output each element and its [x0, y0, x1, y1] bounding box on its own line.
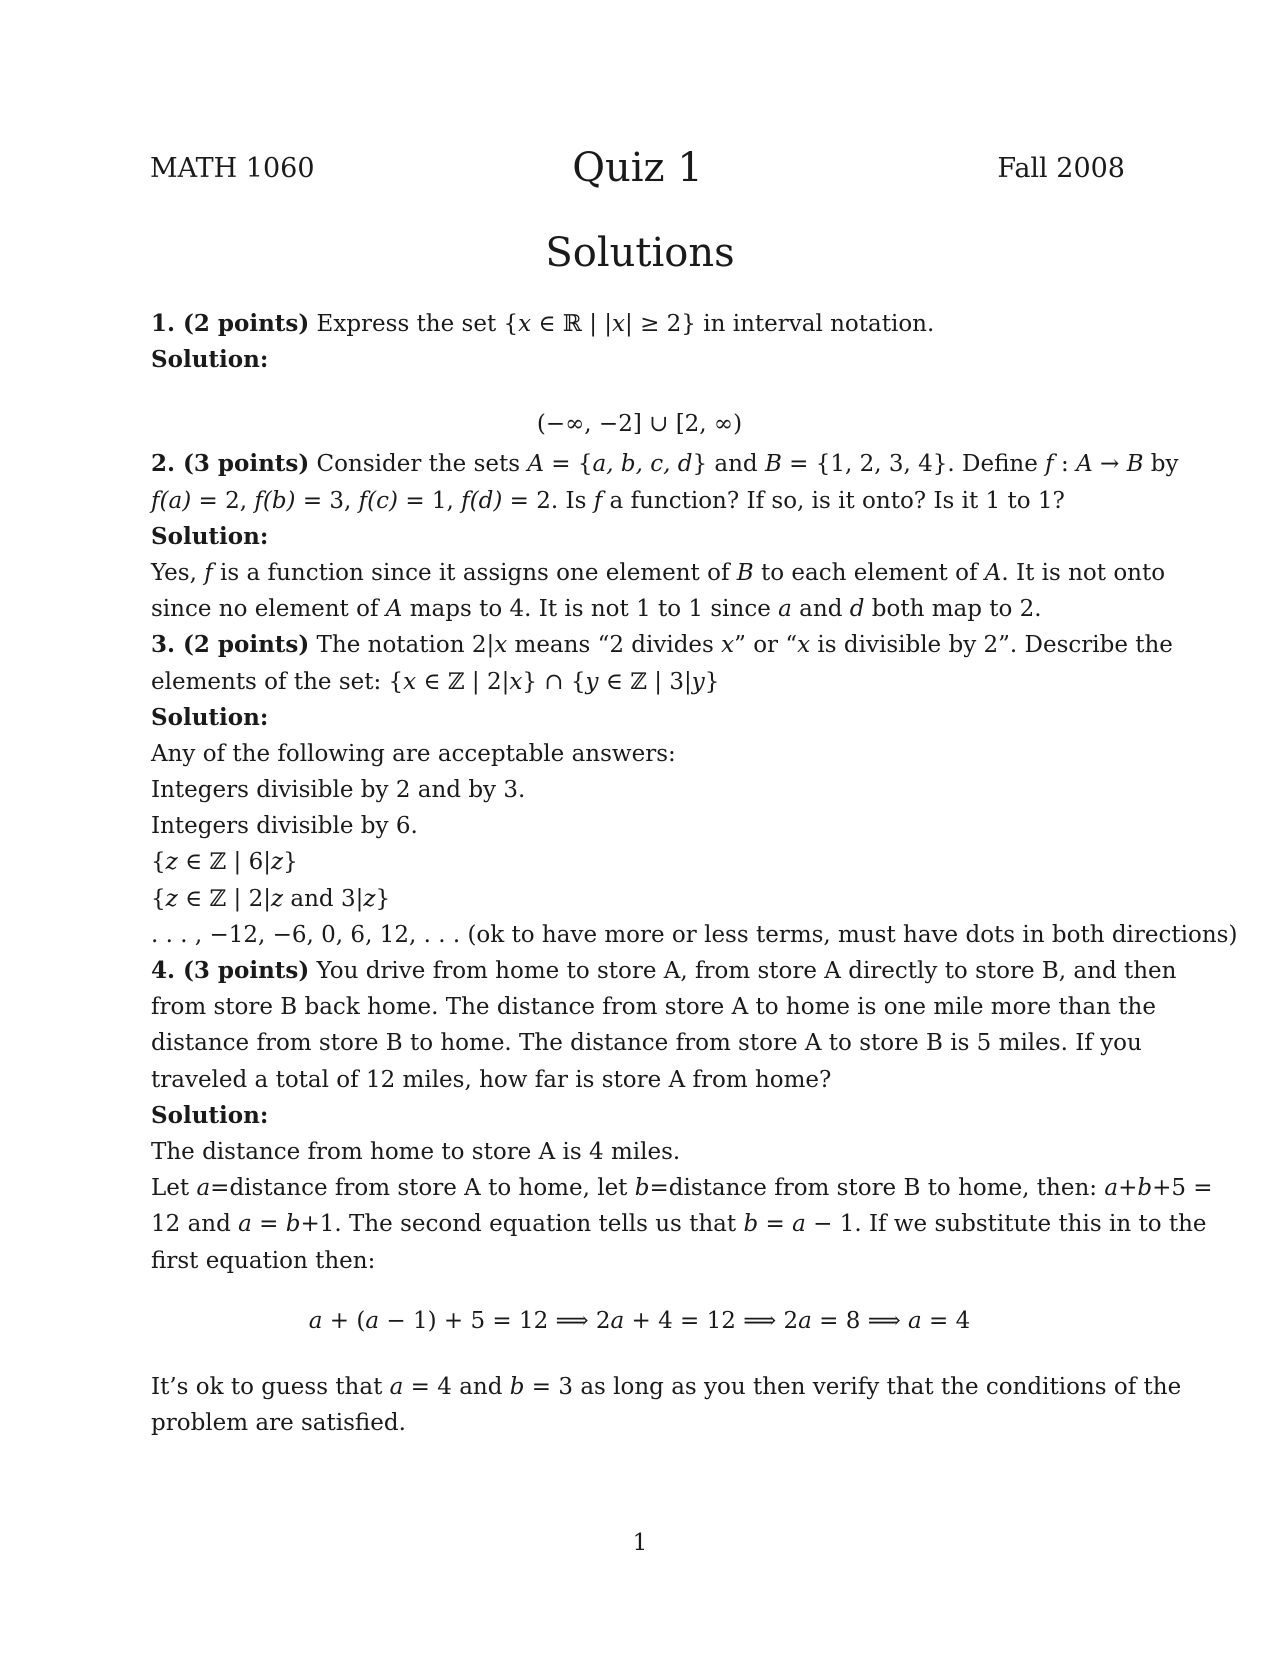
header — [150, 145, 1125, 205]
q4-guess-line-1 — [151, 1369, 1182, 1405]
math-var: A — [1076, 451, 1093, 478]
q3-answer-5 — [151, 917, 1238, 953]
q4-solution-line-1: The distance from home to store A is 4 miles. — [151, 1138, 681, 1165]
q3-text: } — [704, 668, 720, 695]
math-var: x — [494, 632, 508, 659]
math-var: x — [509, 668, 523, 695]
q2-solution-line-1 — [151, 555, 1166, 591]
q3-text: { — [151, 849, 166, 876]
math-var: b — [285, 1211, 301, 1238]
subtitle: Solutions — [545, 230, 735, 276]
q4-text: − 1. If we substitute this in to the — [805, 1211, 1207, 1238]
page-number: 1 — [632, 1530, 648, 1556]
math-var: x — [612, 311, 626, 337]
q2-text: : — [1053, 451, 1077, 478]
q4-line-3: distance from store B to home. The distance from store A to store B is 5 miles. If you — [151, 1030, 1142, 1057]
q2-text: to each element of — [753, 559, 985, 586]
q2-text: = 1, — [398, 487, 462, 514]
q3-answer-1: Integers divisible by 2 and by 3. — [151, 777, 526, 804]
q1-answer: (−∞, −2] ∪ [2, ∞) — [536, 411, 743, 438]
q2-number: 2. (3 points) — [151, 450, 310, 478]
q1-text: Express the set { — [309, 311, 519, 337]
math-var: f(a) — [151, 487, 192, 514]
q4-text: = — [758, 1211, 793, 1238]
math-var: f — [593, 487, 603, 514]
q3-answer-2: Integers divisible by 6. — [151, 813, 418, 840]
q4-text: You drive from home to store A, from store A directly to store B, and then — [309, 958, 1177, 984]
q4-text: − 1) + 5 = 12 ⟹ 2 — [379, 1307, 611, 1334]
q3-text: ∈ ℤ | 2| — [416, 668, 510, 695]
solution-label: Solution: — [151, 1101, 269, 1129]
math-var: d — [849, 596, 865, 623]
q4-solution-line-2 — [151, 1170, 1213, 1206]
math-var: f(d) — [461, 487, 503, 514]
q3-text: } — [375, 885, 391, 912]
term: Fall 2008 — [997, 153, 1125, 184]
q3-text: ∈ ℤ | 6| — [177, 849, 271, 876]
q2-text: = 3, — [295, 487, 359, 514]
math-var: A — [984, 559, 1002, 586]
math-var: f — [204, 559, 213, 586]
q3-text: elements of the set: { — [151, 668, 404, 695]
math-var: a — [1104, 1175, 1119, 1202]
math-var: a — [907, 1307, 922, 1334]
q4-text: = 4 — [921, 1307, 971, 1334]
solution-label: Solution: — [151, 346, 269, 374]
q4-equation — [151, 1297, 1128, 1345]
solution-label: Solution: — [151, 703, 269, 731]
q4-text: + 4 = 12 ⟹ 2 — [624, 1307, 799, 1334]
q2-text: both map to 2. — [864, 596, 1042, 623]
q3-sequence: . . . , −12, −6, 0, 6, 12, . . . — [151, 921, 461, 948]
q3-sequence-note: (ok to have more or less terms, must have dots in both directions) — [460, 921, 1238, 948]
q4-text: 12 and — [151, 1211, 239, 1238]
math-var: a — [610, 1307, 625, 1334]
document-body — [151, 306, 1238, 1441]
math-var: b — [1137, 1175, 1153, 1202]
q4-solution-label — [151, 1098, 1128, 1134]
q4-text: +5 = — [1152, 1175, 1213, 1202]
q3-text: { — [151, 885, 166, 912]
q4-text: + ( — [322, 1307, 366, 1334]
q4-guess-line-2: problem are satisfied. — [151, 1409, 406, 1436]
math-var: a — [389, 1373, 404, 1400]
q4-text: Let — [151, 1175, 197, 1202]
q3-answer-4 — [151, 881, 1128, 917]
math-var: a, b, c, d — [592, 451, 693, 478]
q4-number: 4. (3 points) — [151, 957, 310, 984]
q1-text: ∈ ℝ | | — [531, 311, 613, 337]
q4-text: +1. The second equation tells us that — [300, 1211, 744, 1238]
q2-text: a function? If so, is it onto? Is it 1 to 1? — [602, 487, 1065, 514]
math-var: z — [270, 885, 284, 912]
q1-number: 1. (2 points) — [151, 310, 310, 337]
quiz-title: Quiz 1 — [572, 145, 703, 191]
q2-text: Yes, — [151, 559, 205, 586]
q3-line-2 — [151, 664, 1128, 700]
q4-line-1 — [151, 953, 1177, 989]
math-var: a — [365, 1307, 380, 1334]
q4-line-4: traveled a total of 12 miles, how far is store A from home? — [151, 1066, 832, 1093]
q4-text: =distance from store A to home, let — [210, 1175, 635, 1202]
math-var: b — [509, 1373, 525, 1400]
q1-solution-label — [151, 342, 1128, 378]
q2-text: = 2. Is — [502, 487, 594, 514]
q1-text: | ≥ 2} in interval notation. — [625, 311, 935, 337]
q3-text: } — [283, 849, 298, 876]
math-var: f — [1045, 451, 1054, 478]
math-var: B — [764, 451, 782, 478]
math-var: y — [691, 668, 705, 695]
q4-text: = 3 as long as you then verify that the conditions of the — [524, 1373, 1182, 1400]
math-var: a — [798, 1307, 812, 1334]
q3-text: and 3| — [283, 885, 364, 912]
q2-text: = 2, — [191, 487, 255, 514]
q4-text: =distance from store B to home, then: — [649, 1175, 1105, 1202]
q2-text: → — [1092, 451, 1127, 478]
math-var: x — [403, 668, 417, 695]
q2-text: and — [791, 596, 850, 623]
q3-solution-label — [151, 700, 1128, 736]
q2-solution-label — [151, 519, 1128, 555]
course-code: MATH 1060 — [150, 153, 315, 184]
q4-text: It’s ok to guess that — [151, 1373, 390, 1400]
q3-number: 3. (2 points) — [151, 631, 310, 659]
q1-line-1 — [151, 306, 1128, 342]
math-var: z — [165, 885, 178, 912]
q3-text: ∈ ℤ | 3| — [598, 668, 692, 695]
q3-answer-3 — [151, 844, 1128, 880]
q2-line-2 — [151, 483, 1128, 519]
q3-text: is divisible by 2”. Describe the — [810, 632, 1173, 659]
q3-answer-intro: Any of the following are acceptable answers: — [151, 740, 676, 767]
q3-text: means “2 divides — [507, 632, 722, 659]
q2-text: = {1, 2, 3, 4}. Define — [781, 451, 1046, 478]
q2-text: . It is not onto — [1001, 559, 1166, 586]
math-var: b — [634, 1175, 650, 1202]
q4-text: = — [251, 1211, 286, 1238]
math-var: f(b) — [254, 487, 296, 514]
math-var: B — [1126, 451, 1144, 478]
math-var: A — [527, 451, 544, 478]
math-var: b — [743, 1211, 759, 1238]
q4-text: = 4 and — [403, 1373, 510, 1400]
math-var: a — [238, 1211, 252, 1238]
math-var: a — [792, 1211, 806, 1238]
math-var: f(c) — [358, 487, 399, 514]
math-var: y — [585, 668, 599, 695]
q4-text: = 8 ⟹ — [811, 1307, 908, 1334]
q3-text: ” or “ — [734, 632, 798, 659]
q4-text: + — [1118, 1175, 1138, 1202]
spacer — [151, 378, 1128, 402]
q2-text: maps to 4. It is not 1 to 1 since — [402, 596, 779, 623]
math-var: z — [165, 849, 178, 876]
q3-text: } ∩ { — [522, 668, 586, 695]
math-var: a — [196, 1175, 211, 1202]
solution-label: Solution: — [151, 522, 269, 550]
q2-text: Consider the sets — [309, 451, 528, 478]
q2-line-1 — [151, 446, 1179, 482]
q2-text: by — [1143, 451, 1179, 478]
math-var: z — [270, 849, 284, 876]
q3-text: The notation 2| — [309, 632, 495, 659]
math-var: A — [385, 596, 403, 623]
q4-solution-line-3 — [151, 1206, 1207, 1242]
math-var: B — [736, 559, 754, 586]
q2-text: is a function since it assigns one element of — [212, 559, 737, 586]
math-var: x — [797, 632, 811, 659]
math-var: z — [363, 885, 376, 912]
q2-text: = { — [544, 451, 593, 478]
q2-solution-line-2 — [151, 591, 1128, 627]
math-var: a — [308, 1307, 323, 1334]
math-var: a — [778, 596, 792, 623]
q2-text: } and — [692, 451, 765, 478]
q4-solution-line-4: first equation then: — [151, 1247, 376, 1274]
math-var: x — [518, 311, 532, 337]
q2-text: since no element of — [151, 596, 386, 623]
math-var: x — [721, 632, 735, 659]
q3-line-1 — [151, 627, 1173, 663]
q4-line-2: from store B back home. The distance from store A to home is one mile more than the — [151, 994, 1156, 1021]
q3-text: ∈ ℤ | 2| — [177, 885, 271, 912]
